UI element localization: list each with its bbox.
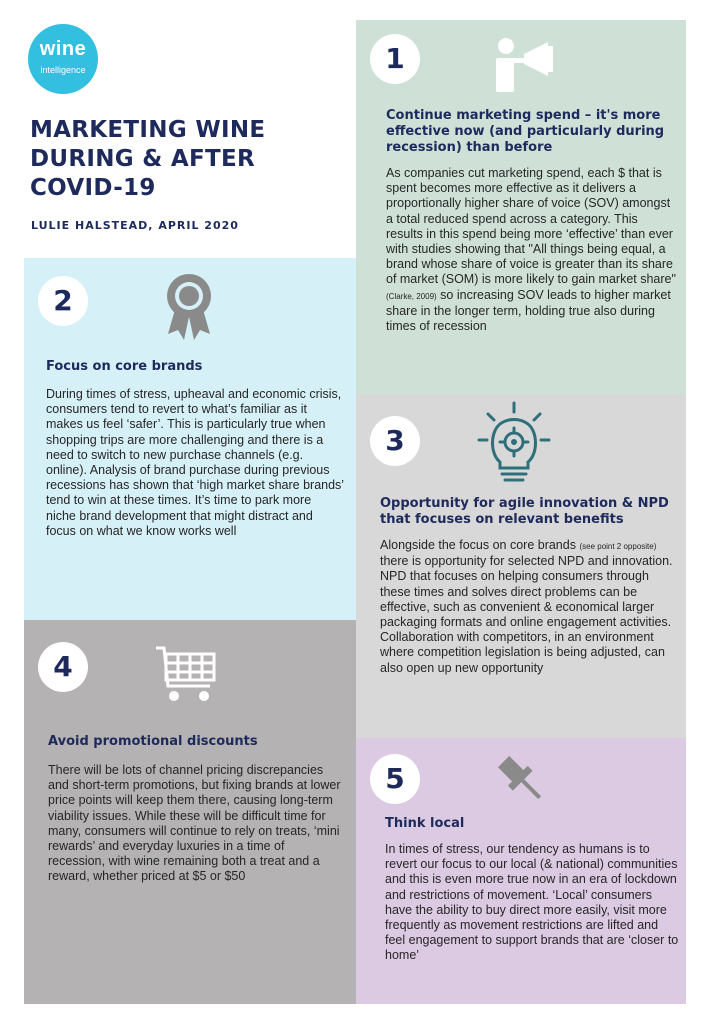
logo-wordmark: wine	[39, 38, 87, 60]
section-5-panel	[356, 738, 686, 1004]
section-4-number: 4	[38, 642, 88, 692]
section-1-body	[386, 166, 676, 334]
award-ribbon-icon	[162, 272, 216, 342]
page-title: MARKETING WINE DURING & AFTER COVID-19	[30, 117, 266, 201]
pushpin-icon	[492, 750, 552, 810]
section-3-panel	[356, 394, 686, 738]
section-1-heading: Continue marketing spend – it's more effective now (and particularly during recession) than before	[386, 108, 665, 155]
section-1-number: 1	[370, 34, 420, 84]
author-date: LULIE HALSTEAD, APRIL 2020	[31, 219, 239, 232]
section-2-heading: Focus on core brands	[46, 359, 203, 374]
section-2-body: During times of stress, upheaval and economic crisis, consumers tend to revert to what’s familiar as it makes us feel ‘safer’. This is particularly true when shopping trips are more challenging and there is a need to switch to new purchase channels (e.g. online). Analysis of brand purchase during previous recessions has shown that ‘high market share brands’ tend to win at these times. It’s time to park more niche brand development that might distract and focus on what we know works well	[46, 387, 344, 538]
section-4-heading: Avoid promotional discounts	[48, 734, 258, 749]
logo-subtext: intelligence	[40, 65, 86, 75]
section-4-body: There will be lots of channel pricing discrepancies and short-term promotions, but fixing brands at lower price points will keep them there, causing long-term viability issues. While these will be difficult time for many, consumers will continue to rely on treats, ‘mini rewards’ and everyday luxuries in a time of recession, with wine remaining both a treat and a reward, whether priced at $5 or $50	[48, 763, 341, 884]
section-1-body-text: As companies cut marketing spend, each $ that is spent becomes more effective as it delivers a proportionally higher share of voice (SOV) amongst a total reduced spend across a category. This results in this spend being more ‘effective’ than ever with studies showing that "All things being equal, a brand whose share of voice is greater than its share of market (SOM) is more likely to gain market share"	[386, 166, 676, 287]
section-3-body-text-cont: there is opportunity for selected NPD and innovation. NPD that focuses on helping consumers through these times and solves direct problems can be effective, such as convenient & economical larger packaging formats and online engagement activities. Collaboration with competitors, in an environment where competition legislation is being adjusted, can also open up new opportunity	[380, 554, 673, 675]
lightbulb-gear-icon	[476, 400, 552, 490]
section-3-number: 3	[370, 416, 420, 466]
wine-intelligence-logo	[28, 24, 98, 94]
megaphone-person-icon	[486, 32, 558, 96]
section-1-citation: (Clarke, 2009)	[386, 291, 437, 301]
section-1-body-text-cont: so increasing SOV leads to higher market share in the longer term, holding true also during times of recession	[386, 287, 671, 334]
section-3-aside: (see point 2 opposite)	[579, 542, 657, 551]
section-3-heading: Opportunity for agile innovation & NPD that focuses on relevant benefits	[380, 496, 669, 527]
section-5-heading: Think local	[385, 816, 465, 831]
shopping-cart-icon	[154, 644, 220, 706]
section-5-body: In times of stress, our tendency as humans is to revert our focus to our local (& national) communities and this is even more true now in an era of lockdown and restrictions of movement. ‘Local’ consumers have the ability to buy direct more easily, visit more frequently as movement restrictions are lifted and feel engagement to support brands that are ‘closer to home’	[385, 842, 679, 963]
section-1-panel	[356, 20, 686, 394]
section-3-body-text: Alongside the focus on core brands	[380, 538, 576, 552]
section-4-panel	[24, 620, 356, 1004]
section-3-body	[380, 538, 676, 676]
section-5-number: 5	[370, 754, 420, 804]
section-2-panel	[24, 258, 356, 620]
section-2-number: 2	[38, 276, 88, 326]
